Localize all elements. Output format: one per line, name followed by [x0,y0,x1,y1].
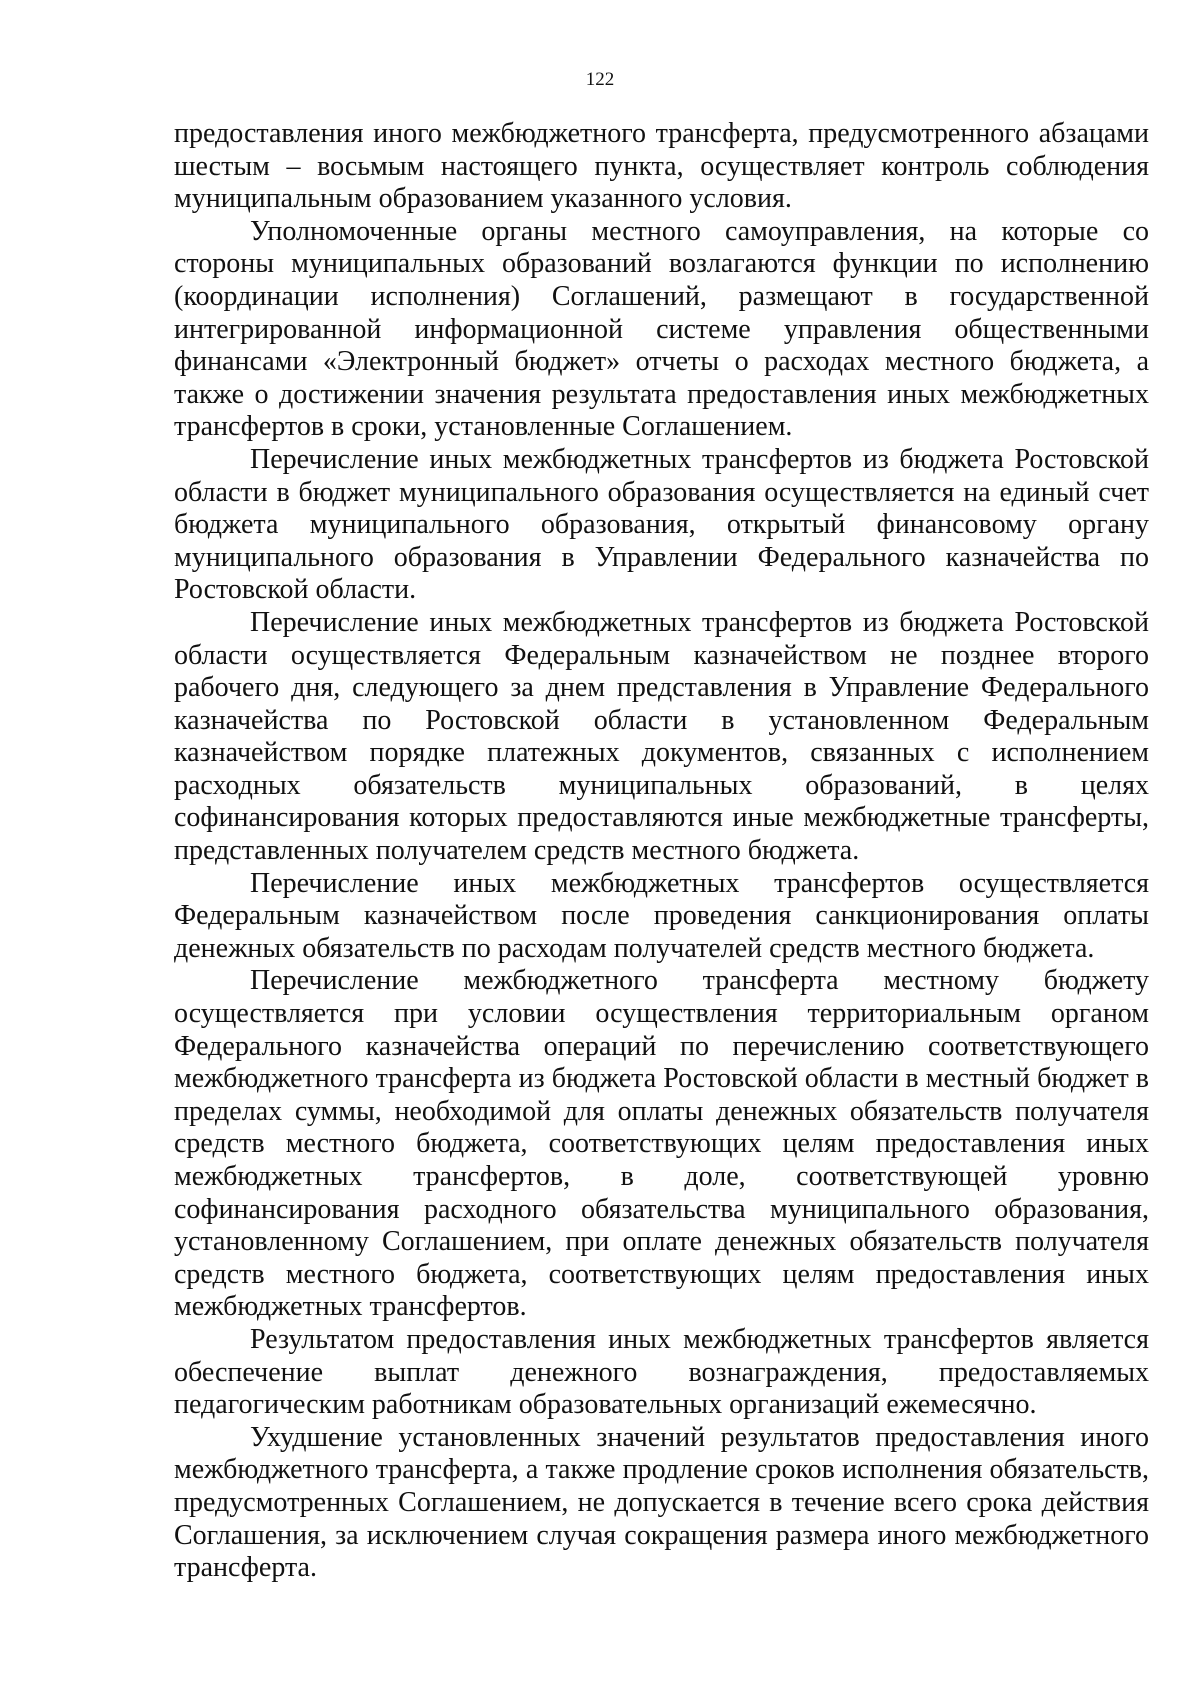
paragraph: Результатом предоставления иных межбюджетных трансфертов является обеспечение выплат денежного вознаграждения, предоставляемых педагогическим работникам образовательных организаций ежемесячно. [174,1323,1149,1421]
paragraph: Перечисление иных межбюджетных трансфертов из бюджета Ростовской области в бюджет муниципального образования осуществляется на единый счет бюджета муниципального образования, открытый финансовому органу муниципального образования в Управлении Федерального казначейства по Ростовской области. [174,443,1149,606]
paragraph: Перечисление межбюджетного трансферта местному бюджету осуществляется при условии осуществления территориальным органом Федерального казначейства операций по перечислению соответствующего межбюджетного трансферта из бюджета Ростовской области в местный бюджет в пределах суммы, необходимой для оплаты денежных обязательств получателя средств местного бюджета, соответствующих целям предоставления иных межбюджетных трансфертов, в доле, соответствующей уровню софинансирования расходного обязательства муниципального образования, установленному Соглашением, при оплате денежных обязательств получателя средств местного бюджета, соответствующих целям предоставления иных межбюджетных трансфертов. [174,965,1149,1323]
paragraph: Перечисление иных межбюджетных трансфертов осуществляется Федеральным казначейством после проведения санкционирования оплаты денежных обязательств по расходам получателей средств местного бюджета. [174,867,1149,964]
page-number: 122 [585,69,615,90]
document-body [174,118,1149,1585]
paragraph: предоставления иного межбюджетного трансферта, предусмотренного абзацами шестым – восьмым настоящего пункта, осуществляет контроль соблюдения муниципальным образованием указанного условия. [174,118,1149,215]
paragraph: Уполномоченные органы местного самоуправления, на которые со стороны муниципальных образований возлагаются функции по исполнению (координации исполнения) Соглашений, размещают в государственной интегрированной информационной системе управления общественными финансами «Электронный бюджет» отчеты о расходах местного бюджета, а также о достижении значения результата предоставления иных межбюджетных трансфертов в сроки, установленные Соглашением. [174,215,1149,443]
paragraph: Перечисление иных межбюджетных трансфертов из бюджета Ростовской области осуществляется Федеральным казначейством не позднее второго рабочего дня, следующего за днем представления в Управление Федерального казначейства по Ростовской области в установленном Федеральным казначейством порядке платежных документов, связанных с исполнением расходных обязательств муниципальных образований, в целях софинансирования которых предоставляются иные межбюджетные трансферты, представленных получателем средств местного бюджета. [174,606,1149,867]
paragraph: Ухудшение установленных значений результатов предоставления иного межбюджетного трансферта, а также продление сроков исполнения обязательств, предусмотренных Соглашением, не допускается в течение всего срока действия Соглашения, за исключением случая сокращения размера иного межбюджетного трансферта. [174,1421,1149,1584]
